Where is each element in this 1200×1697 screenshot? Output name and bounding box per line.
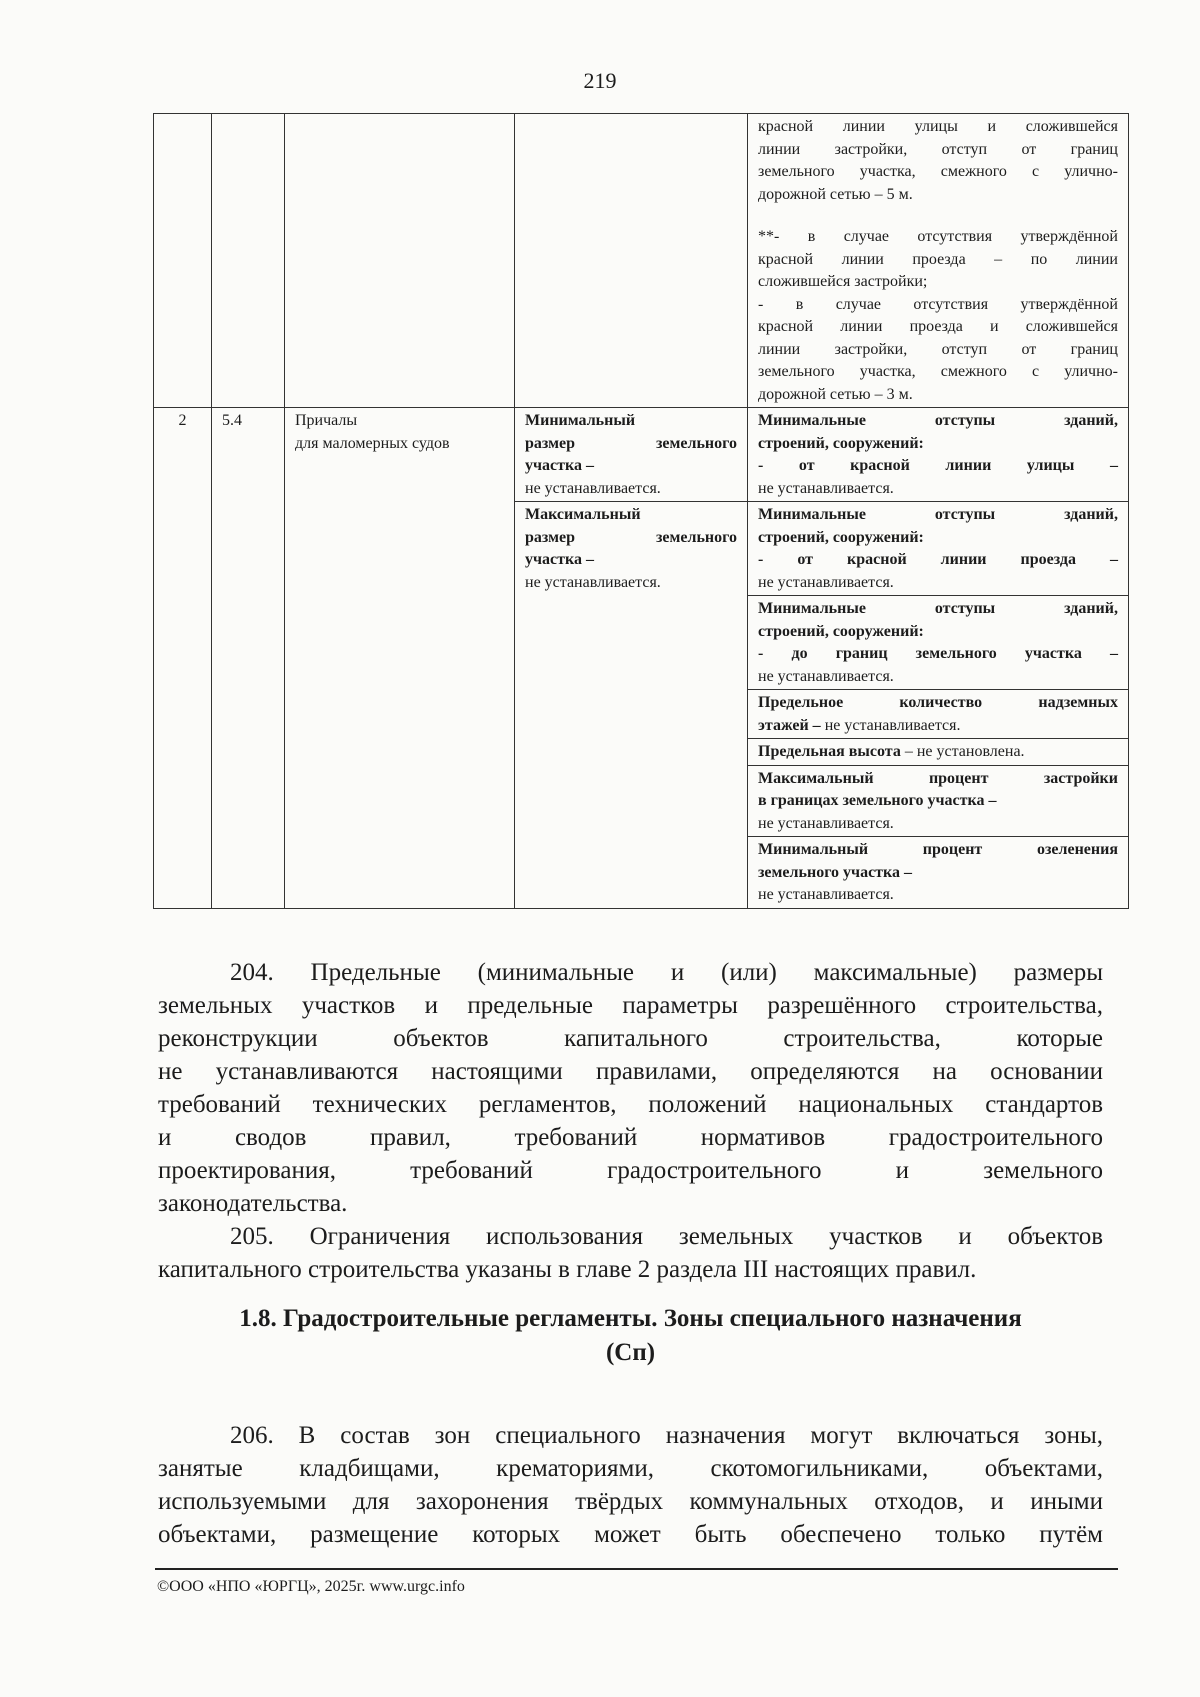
text-line: для маломерных судов [295,434,450,452]
text-line: не устанавливаются настоящими правилами, определяются на основании [158,1058,1103,1085]
text-line: не устанавливается. [525,479,661,497]
text-line: в границах земельного участка – [758,792,997,809]
cell-max-plot-size [515,502,748,909]
text-line [758,715,1118,738]
text-line: красной линии улицы и сложившейся [758,118,1118,135]
text-line: капитального строительства указаны в главе 2 раздела III настоящих правил. [158,1256,977,1283]
cell-empty [285,114,515,408]
cell-param-setback-driveway [748,502,1129,596]
text-line: Минимальный процент озеленения [758,841,1118,858]
text-line: реконструкции объектов капитального строительства, которые [158,1025,1103,1052]
text-line: не устанавливается. [758,479,894,497]
text-line: и сводов правил, требований нормативов градостроительного [158,1124,1103,1151]
text-line: красной линии проезда – по линии [758,250,1118,268]
text-line: не устанавливается. [758,886,894,903]
text-line: - до границ земельного участка – [758,645,1118,662]
text-line: Максимальный процент застройки [758,769,1118,787]
text-line: Максимальный [525,506,641,523]
paragraph-204 [158,956,1103,1220]
text-line: объектами, размещение которых может быть обеспечено только путём [158,1521,1103,1548]
text-line: - от красной линии улицы – [758,457,1118,474]
footer-copyright: ©ООО «НПО «ЮРГЦ», 2025г. www.urgc.info [157,1578,465,1595]
text-line: дорожной сетью – 3 м. [758,385,913,403]
text-line: земельного участка – [758,863,913,881]
section-title-line: (Сп) [605,1339,656,1366]
cell-param-height [748,739,1129,766]
text-line: строений, сооружений: [758,528,924,546]
text-line: Причалы [295,412,358,429]
cell-param-setback-boundary [748,596,1129,690]
text-line: Минимальный [525,412,636,429]
text-line: требований технических регламентов, положений национальных стандартов [158,1091,1103,1118]
text-line: участка – [525,551,594,568]
text-line: - от красной линии проезда – [758,551,1118,568]
text-line: занятые кладбищами, крематориями, скотомогильниками, объектами, [158,1455,1103,1482]
text-line: размер земельного [525,434,737,452]
text-line: сложившейся застройки; [758,273,928,290]
text-line: 204. Предельные (минимальные и (или) максимальные) размеры [230,959,1103,986]
text-line: **- в случае отсутствия утверждённой [758,228,1118,245]
text-line: Минимальные отступы зданий, [758,412,1118,429]
text-line: участка – [525,457,594,474]
text-line: не устанавливается. [758,667,894,685]
regulations-table [153,113,1129,909]
paragraph-205 [158,1220,1103,1286]
page-number: 219 [583,68,617,93]
text-line: земельного участка, смежного с улично- [758,363,1118,380]
text-line: Предельное количество надземных [758,694,1118,711]
text-line: 206. В состав зон специального назначения могут включаться зоны, [230,1422,1103,1449]
row-use-name [285,408,515,909]
row-number: 2 [154,408,212,909]
cell-min-plot-size [515,408,748,502]
cell-param-floors [748,690,1129,739]
text-line: - в случае отсутствия утверждённой [758,295,1118,313]
text-line: 205. Ограничения использования земельных участков и объектов [230,1223,1103,1250]
paragraph-206 [158,1419,1103,1551]
cell-param-setback-street [748,408,1129,502]
text-line: не устанавливается. [758,814,894,832]
text-line: используемыми для захоронения твёрдых коммунальных отходов, и иными [158,1488,1103,1515]
cell-empty [212,114,285,408]
text-line: Минимальные отступы зданий, [758,506,1118,523]
text-regular: – не установлена. [900,743,1025,760]
text-line [758,741,1118,764]
text-line: не устанавливается. [758,573,894,591]
cell-continuation-text [748,114,1129,408]
text-line: линии застройки, отступ от границ [758,340,1118,358]
text-line: законодательства. [158,1190,348,1217]
text-line: не устанавливается. [525,573,661,591]
text-line: линии застройки, отступ от границ [758,140,1118,158]
table-row [154,408,1129,502]
cell-empty [515,114,748,408]
text-line: проектирования, требований градостроительного и земельного [158,1157,1103,1184]
text-line: строений, сооружений: [758,622,924,640]
section-title-line: 1.8. Градостроительные регламенты. Зоны специального назначения [239,1305,1022,1332]
text-line: Минимальные отступы зданий, [758,600,1118,617]
cell-param-green-percent [748,837,1129,909]
cell-empty [154,114,212,408]
text-line: земельных участков и предельные параметры разрешённого строительства, [158,992,1103,1019]
text-line: строений, сооружений: [758,434,924,452]
text-line: земельного участка, смежного с улично- [758,163,1118,180]
row-code: 5.4 [212,408,285,909]
section-title [158,1302,1103,1370]
text-line: размер земельного [525,528,737,546]
text-line: дорожной сетью – 5 м. [758,185,913,203]
table-row-continuation [154,114,1129,408]
text-bold: этажей – [758,716,821,734]
text-bold: Предельная высота [758,743,901,760]
cell-param-build-percent [748,765,1129,837]
text-line: красной линии проезда и сложившейся [758,318,1118,335]
text-regular: не устанавливается. [820,716,961,734]
footer-divider [155,1568,1118,1570]
